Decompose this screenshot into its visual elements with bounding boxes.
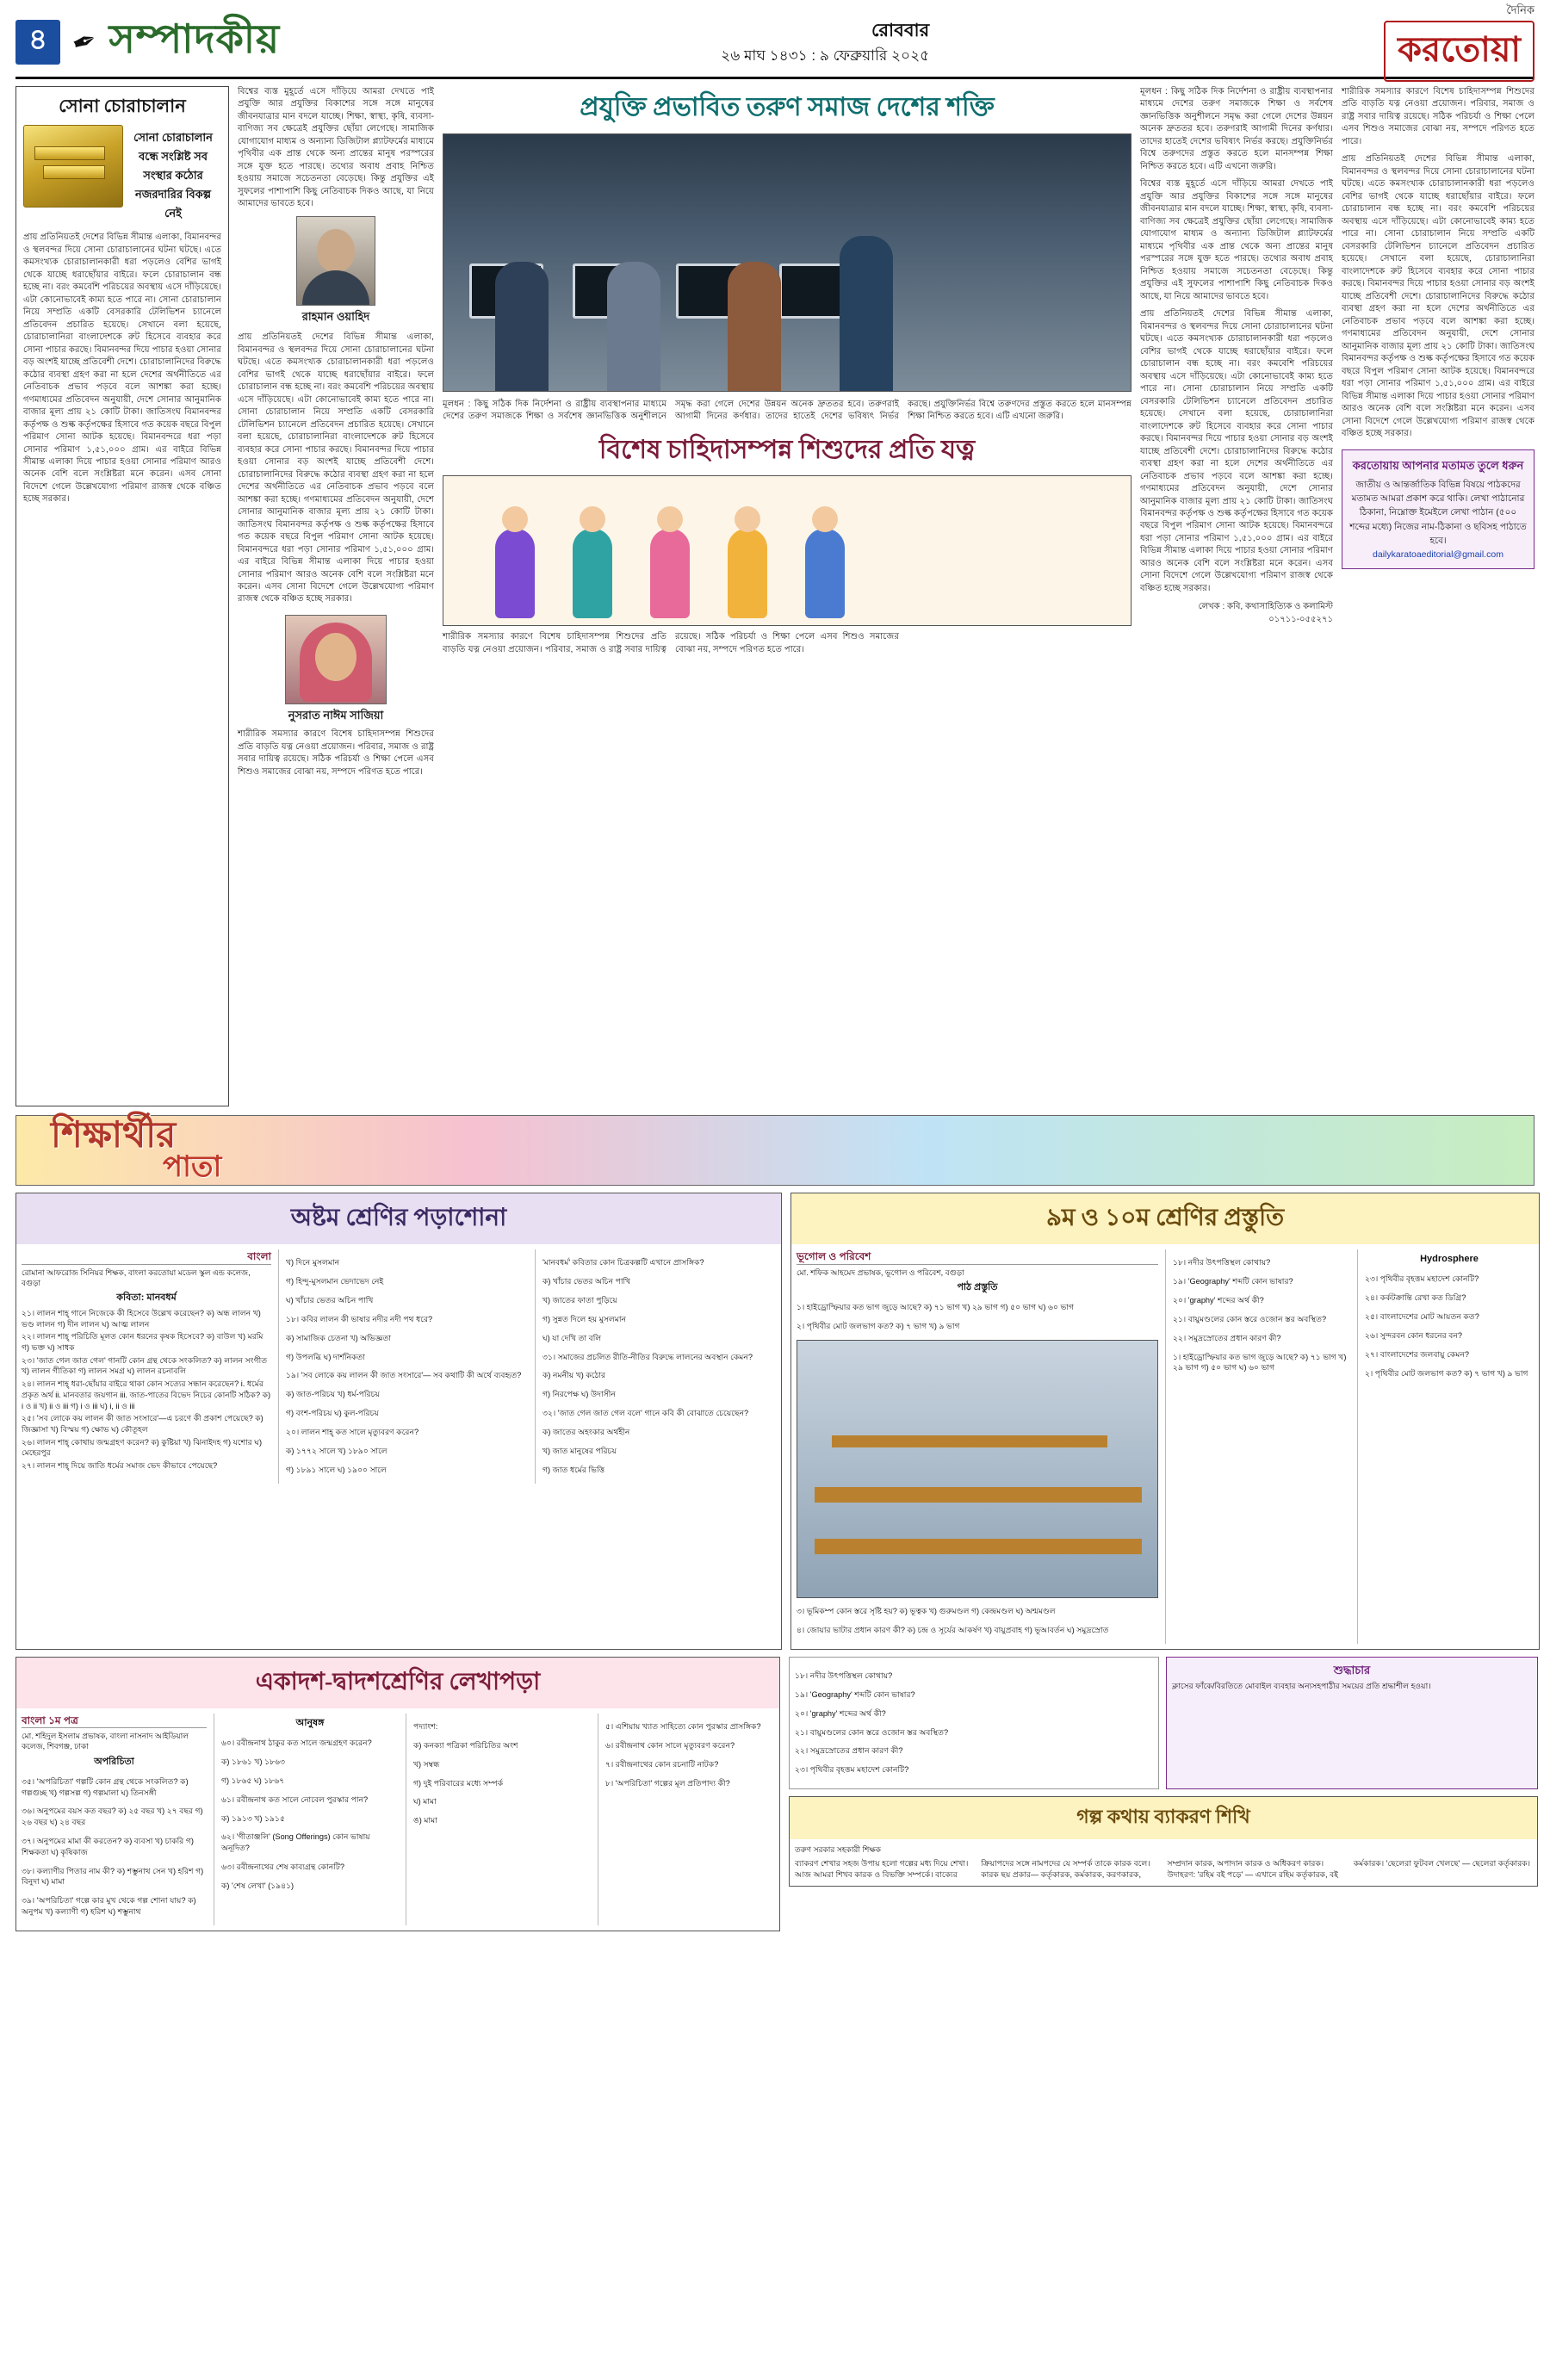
list-item: খ) দিনে মুসলমান	[286, 1258, 340, 1267]
list-item: ১৮। কবির লালন কী ভাষার নদীর নদী পথ ধরে?	[286, 1314, 433, 1323]
list-item: ২৭। বাংলাদেশের জলবায়ু কেমন?	[1365, 1349, 1469, 1359]
list-item: ৭। রবীন্দ্রনাথের কোন রচনাটি নাটক?	[605, 1759, 719, 1769]
notice-box	[1166, 1657, 1538, 1789]
list-item: ৫। এশিয়ায় খ্যাত সাহিত্যে কোন পুরস্কার প্রাসঙ্গিক?	[605, 1721, 761, 1731]
class1112-col-1	[22, 1714, 207, 1925]
continuation-text-4: শারীরিক সমস্যার কারণে বিশেষ চাহিদাসম্পন্ন শিশুদের প্রতি বাড়তি যত্ন নেওয়া প্রয়োজন। পরিবার, সমাজ ও রাষ্ট্র সবার দায়িত্ব রয়েছে। সঠিক পরিচর্যা ও শিক্ষা পেলে এসব শিশুও সমাজের বোঝা নয়, সম্পদে পরিণত হতে পারে।	[1342, 87, 1534, 146]
female-columnist-portrait	[285, 615, 387, 704]
grammar-body: ব্যাকরণ শেখার সহজ উপায় হলো গল্পের মধ্য দিয়ে শেখা। আজ আমরা শিখব কারক ও বিভক্তি সম্পর্কে। বাক্যের ক্রিয়াপদের সঙ্গে নামপদের যে সম্পর্ক তাকে কারক বলে। কারক ছয় প্রকার— কর্তৃকারক, কর্মকারক, করণকারক, সম্প্রদান কারক, অপাদান কারক ও অধিকরণ কারক। উদাহরণ: 'রহিম বই পড়ে' — এখানে রহিম কর্তৃকারক, বই কর্মকারক। 'ছেলেরা ফুটবল খেলছে' — ছেলেরা কর্তৃকারক।	[795, 1859, 1530, 1879]
class910-section	[790, 1193, 1540, 1650]
section-title: সম্পাদকীয়	[108, 16, 281, 61]
class910-extra-questions	[789, 1657, 1159, 1789]
continuation-text-3: প্রায় প্রতিনিয়তই দেশের বিভিন্ন সীমান্ত এলাকা, বিমানবন্দর ও স্থলবন্দর দিয়ে সোনা চোরাচালানের ঘটনা ঘটছে। এতে কমসংখ্যক চোরাচালানকারী ধরা পড়লেও বেশির ভাগই থেকে যাচ্ছে ধরাছোঁয়ার বাইরে। ফলে চোরাচালান বন্ধ হচ্ছে না। বরং কমবেশি পরিচয়ের অবস্থায় এসে দাঁড়িয়েছে। এটা কোনোভাবেই কাম্য হতে পারে না। সোনা চোরাচালান নিয়ে সম্প্রতি একটি বেসরকারি টেলিভিশন চ্যানেলে প্রতিবেদন প্রচারিত হয়েছে। সেখানে বলা হয়েছে, চোরাচালানিরা বাংলাদেশকে রুট হিসেবে ব্যবহার করে সোনা পাচার করছে। বিমানবন্দর দিয়ে পাচার হওয়া সোনার বড় অংশই যাচ্ছে প্রতিবেশী দেশে। চোরাচালানিদের বিরুদ্ধে কঠোর ব্যবস্থা গ্রহণ করা না হলে দেশের অর্থনীতিতে এর নেতিবাচক প্রভাব পড়বে বলে আশঙ্কা করা হচ্ছে। গণমাধ্যমের প্রতিবেদন অনুযায়ী, দেশে সোনার আনুমানিক বাজার মূল্য প্রায় ২১ কোটি টাকা। জাতিসংঘ বিমানবন্দর কর্তৃপক্ষ ও শুল্ক কর্তৃপক্ষের হিসাবে গত কয়েক বছরে বিপুল পরিমাণ সোনা আটক হয়েছে। বিমানবন্দরে ধরা পড়া সোনার পরিমাণ ১,৫১,০০০ গ্রাম। এর বাইরে বিভিন্ন সীমান্ত এলাকা দিয়ে পাচার হওয়া সোনার পরিমাণ আরও অনেক বেশি বলে সংশ্লিষ্টরা মনে করেন। এসব সোনা বিদেশে গেলে উল্লেখযোগ্য পরিমাণ রাজস্ব থেকে বঞ্চিত হচ্ছে সরকার।	[1140, 309, 1333, 593]
class8-body	[16, 1244, 781, 1489]
list-item: ১। হাইড্রোস্ফিয়ার কত ভাগ জুড়ে আছে? ক) ৭১ ভাগ খ) ২৯ ভাগ গ) ৫০ ভাগ ঘ) ৬০ ভাগ	[1173, 1352, 1347, 1373]
list-item: ২৫। 'সব লোকে কয় লালন কী জাত সংসারে'—এ চরণে কী প্রকাশ পেয়েছে? ক) জিজ্ঞাসা খ) বিস্ময় গ) ক্ষোভ ঘ) কৌতূহল	[22, 1414, 264, 1434]
weekday-label: রোববার	[871, 21, 930, 40]
class1112-header: একাদশ-দ্বাদশশ্রেণির লেখাপড়া	[16, 1658, 779, 1708]
students-at-computers-photo	[443, 133, 1132, 392]
special-article-title: বিশেষ চাহিদাসম্পন্ন শিশুদের প্রতি যত্ন	[598, 435, 976, 464]
notice-text: ক্লাসের ফাঁকে/বিরতিতে মোবাইল ব্যবহার অন্যসহপাঠীর সময়ের প্রতি শ্রদ্ধাশীল হওয়া।	[1172, 1681, 1431, 1690]
editorial-column	[16, 86, 229, 1106]
mailbox-title: করতোয়ায় আপনার মতামত তুলে ধরুন	[1352, 458, 1524, 472]
class8-col-2	[278, 1249, 528, 1484]
list-item: পদ্যাংশ:	[413, 1721, 438, 1731]
list-item: গ) নিরপেক্ষ ঘ) উদাসীন	[542, 1390, 616, 1399]
list-item: ঙ) মামা	[413, 1816, 437, 1825]
class1112-topic: অপরিচিতা	[94, 1756, 134, 1767]
class8-col-3	[535, 1249, 776, 1484]
list-item: ৩। ভূমিকম্প কোন স্তরে সৃষ্টি হয়? ক) ভূত্বক খ) গুরুমণ্ডল গ) কেন্দ্রমণ্ডল ঘ) অশ্মমণ্ডল	[797, 1606, 1056, 1615]
class8-col-1	[22, 1249, 271, 1484]
list-item: ৬২। 'গীতাঞ্জলি' (Song Offerings) কোন ভাষায় অনূদিত?	[221, 1832, 370, 1853]
list-item: ঘ) মামা	[413, 1797, 437, 1807]
masthead-logo	[1384, 3, 1534, 82]
list-item: খ) জাতের ফাতা পুড়িয়ে	[542, 1295, 617, 1305]
list-item: ক) 'শেষ লেখা' (১৯৪১)	[221, 1881, 294, 1890]
editorial-area	[16, 86, 1534, 1106]
list-item: গ) সুন্নত দিলে হয় মুসলমান	[542, 1314, 626, 1323]
student-page-banner	[16, 1115, 1534, 1186]
class8-topic: কবিতা: মানবধর্ম	[116, 1292, 177, 1303]
continuation-text-1: মূলধন : কিছু সঠিক দিক নির্দেশনা ও রাষ্ট্রীয় ব্যবস্থাপনার মাধ্যমে দেশের তরুণ সমাজকে শিক্ষা ও সর্বশেষ জ্ঞানভিত্তিক অনুশীলনে সমৃদ্ধ করা গেলে দেশের উন্নয়ন অনেক দ্রুততর হবে। তরুণরাই আগামী দিনের কর্ণধার। তাদের হাতেই দেশের ভবিষ্যৎ নির্ভর করছে। প্রযুক্তিনির্ভর বিশ্বে তরুণদের প্রস্তুত করতে হলে মানসম্পন্ন শিক্ষা নিশ্চিত করতে হবে। এটি এখনো জরুরি।	[1140, 87, 1333, 171]
list-item: ১৮। নদীর উৎপত্তিস্থল কোথায়?	[795, 1670, 893, 1680]
class1112-col-2	[214, 1714, 399, 1925]
list-item: 'মানবধর্ম' কবিতার কোন চিত্রকল্পটি এখানে প্রাসঙ্গিক?	[542, 1258, 704, 1267]
grammar-header: গল্প কথায় ব্যাকরণ শিখি	[790, 1797, 1537, 1839]
class1112-teacher: মো. শহিদুল ইসলাম প্রভাষক, বাংলা নাসনাদ আইডিয়াল কলেজ, শিবগঞ্জ, ঢাকা	[22, 1732, 189, 1751]
class910-header: ৯ম ও ১০ম শ্রেণির প্রস্তুতি	[791, 1193, 1539, 1244]
continuation-text-5: প্রায় প্রতিনিয়তই দেশের বিভিন্ন সীমান্ত এলাকা, বিমানবন্দর ও স্থলবন্দর দিয়ে সোনা চোরাচালানের ঘটনা ঘটছে। এতে কমসংখ্যক চোরাচালানকারী ধরা পড়লেও বেশির ভাগই থেকে যাচ্ছে ধরাছোঁয়ার বাইরে। ফলে চোরাচালান বন্ধ হচ্ছে না। বরং কমবেশি পরিচয়ের অবস্থায় এসে দাঁড়িয়েছে। এটা কোনোভাবেই কাম্য হতে পারে না। সোনা চোরাচালান নিয়ে সম্প্রতি একটি বেসরকারি টেলিভিশন চ্যানেলে প্রতিবেদন প্রচারিত হয়েছে। সেখানে বলা হয়েছে, চোরাচালানিরা বাংলাদেশকে রুট হিসেবে ব্যবহার করে সোনা পাচার করছে। বিমানবন্দর দিয়ে পাচার হওয়া সোনার বড় অংশই যাচ্ছে প্রতিবেশী দেশে। চোরাচালানিদের বিরুদ্ধে কঠোর ব্যবস্থা গ্রহণ করা না হলে দেশের অর্থনীতিতে এর নেতিবাচক প্রভাব পড়বে বলে আশঙ্কা করা হচ্ছে। গণমাধ্যমের প্রতিবেদন অনুযায়ী, দেশে সোনার আনুমানিক বাজার মূল্য প্রায় ২১ কোটি টাকা। জাতিসংঘ বিমানবন্দর কর্তৃপক্ষ ও শুল্ক কর্তৃপক্ষের হিসাবে গত কয়েক বছরে বিপুল পরিমাণ সোনা আটক হয়েছে। বিমানবন্দরে ধরা পড়া সোনার পরিমাণ ১,৫১,০০০ গ্রাম। এর বাইরে বিভিন্ন সীমান্ত এলাকা দিয়ে পাচার হওয়া সোনার পরিমাণ আরও অনেক বেশি বলে সংশ্লিষ্টরা মনে করেন। এসব সোনা বিদেশে গেলে উল্লেখযোগ্য পরিমাণ রাজস্ব থেকে বঞ্চিত হচ্ছে সরকার।	[1342, 154, 1534, 439]
class910-col-2	[1165, 1249, 1350, 1644]
list-item: ৩৫। 'অপরিচিতা' গল্পটি কোন গ্রন্থ থেকে সংকলিত? ক) গল্পগুচ্ছ খ) গল্পসল্প গ) গল্পমালা ঘ) তিনসঙ্গী	[22, 1776, 189, 1797]
opinion-intro: বিশ্বের ব্যস্ত মুহূর্তে এসে দাঁড়িয়ে আমরা দেখতে পাই প্রযুক্তি আর প্রযুক্তির বিকাশের সঙ্গে সঙ্গে মানুষের জীবনযাত্রার মান বদলে যাচ্ছে। শিক্ষা, স্বাস্থ্য, কৃষি, ব্যবসা-বাণিজ্য সব ক্ষেত্রেই প্রযুক্তির ছোঁয়া লেগেছে। সামাজিক যোগাযোগ মাধ্যম ও অন্যান্য ডিজিটাল প্ল্যাটফর্মের মাধ্যমে পৃথিবীর এক প্রান্ত থেকে অন্য প্রান্তের মানুষ পরস্পরের সঙ্গে যুক্ত হতে পারছে। তথ্যের অবাধ প্রবাহ নিশ্চিত হওয়ায় সমাজে সচেতনতা বেড়েছে। কিন্তু প্রযুক্তির এই সুফলের পাশাপাশি কিছু নেতিবাচক দিকও আছে, যা নিয়ে আমাদের ভাবতে হবে।	[238, 87, 434, 209]
list-item: ২৪। লালন শাহ্ ধরা-ছোঁয়ার বাইরে থাকা কোন সত্যের সন্ধান করেছেন? i. ধর্মের প্রকৃত অর্থ ii. মানবতার জয়গান iii. জাত-পাতের বিভেদ নিচের কোনটি সঠিক? ক) i ও ii খ) ii ও iii গ) i ও iii ঘ) i, ii ও iii	[22, 1379, 271, 1410]
list-item: ৩৬। অনুপমের বয়স কত বছর? ক) ২৫ বছর খ) ২৭ বছর গ) ২৬ বছর ঘ) ২৪ বছর	[22, 1807, 203, 1827]
class8-teacher: রোমানা আফরোজ সিনিয়র শিক্ষক, বাংলা করতোয়া মডেল স্কুল এন্ড কলেজ, বগুড়া	[22, 1267, 251, 1287]
list-item: ঘ) যা দেখি তা বলি	[542, 1333, 602, 1342]
list-item: খ) সম্বন্ধ	[413, 1759, 440, 1769]
list-item: ৩৭। অনুপমের মামা কী করতেন? ক) ব্যবসা খ) চাকরি গ) শিক্ষকতা ঘ) কৃষিকাজ	[22, 1837, 194, 1856]
student-banner-line2: পাতা	[163, 1150, 222, 1183]
class8-questions	[22, 1308, 271, 1472]
bottom-right-column	[789, 1657, 1538, 1931]
list-item: ঘ) খাঁচার ভেতর অচিন পাখি	[286, 1295, 374, 1305]
columnist-portrait	[296, 216, 375, 306]
grammar-section	[789, 1796, 1538, 1887]
opinion-column	[238, 86, 434, 1106]
list-item: ২৫। বাংলাদেশের মোট আয়তন কত?	[1365, 1312, 1479, 1322]
list-item: ২০। লালন শাহ্ কত সালে মৃত্যুবরণ করেন?	[286, 1428, 419, 1437]
list-item: ২০। 'graphy' শব্দের অর্থ কী?	[795, 1708, 886, 1718]
continuation-column-2	[1342, 86, 1534, 1106]
list-item: ২১। লালন শাহ্ গানে নিজেকে কী হিসেবে উল্লেখ করেছেন? ক) অন্ধ লালন খ) ভণ্ড লালন গ) দীন লালন ঘ) আত্ম লালন	[22, 1309, 261, 1329]
class1112-col-3	[406, 1714, 591, 1925]
grammar-teacher: তরুণ সরকার সহকারী শিক্ষক	[795, 1845, 881, 1855]
class1112-subject: বাংলা ১ম পত্র	[22, 1714, 207, 1729]
lead-article-body: মূলধন : কিছু সঠিক দিক নির্দেশনা ও রাষ্ট্রীয় ব্যবস্থাপনার মাধ্যমে দেশের তরুণ সমাজকে শিক্ষা ও সর্বশেষ জ্ঞানভিত্তিক অনুশীলনে সমৃদ্ধ করা গেলে দেশের উন্নয়ন অনেক দ্রুততর হবে। তরুণরাই আগামী দিনের কর্ণধার। তাদের হাতেই দেশের ভবিষ্যৎ নির্ভর করছে। প্রযুক্তিনির্ভর বিশ্বে তরুণদের প্রস্তুত করতে হলে মানসম্পন্ন শিক্ষা নিশ্চিত করতে হবে। এটি এখনো জরুরি।	[443, 399, 1132, 422]
list-item: ক) সামাজিক চেতনা খ) অভিজ্ঞতা	[286, 1333, 392, 1342]
class8-section	[16, 1193, 782, 1650]
list-item: ১৯। 'Geography' শব্দটি কোন ভাষার?	[1173, 1277, 1293, 1286]
list-item: ৩৮। কল্যাণীর পিতার নাম কী? ক) শম্ভুনাথ সেন খ) হরিশ গ) বিনুদা ঘ) মামা	[22, 1866, 204, 1887]
editorial-box	[16, 86, 229, 1106]
class910-subject: ভূগোল ও পরিবেশ	[797, 1249, 1158, 1265]
notice-title: শুদ্ধাচার	[1333, 1663, 1371, 1677]
columnist2-name: নুসরাত নাঈম সাজিয়া	[288, 708, 384, 722]
list-item: ২১। বায়ুমণ্ডলের কোন স্তরে ওজোন স্তর অবস্থিত?	[795, 1727, 949, 1737]
list-item: ২৪। কর্কটক্রান্তি রেখা কত ডিগ্রি?	[1365, 1293, 1466, 1303]
class1112-col2-title: আনুষঙ্গ	[295, 1717, 325, 1728]
page-number: ৪	[16, 20, 60, 65]
lead-article-byline: লেখক : কবি, কথাসাহিত্যিক ও কলামিস্ট ০১৭১১-০৫৫২৭১	[1198, 602, 1333, 625]
mailbox-box	[1342, 449, 1534, 570]
gold-bars-photo	[23, 125, 123, 208]
list-item: ২৩। পৃথিবীর বৃহত্তম মহাদেশ কোনটি?	[1365, 1274, 1479, 1284]
class1112-col-4	[598, 1714, 774, 1925]
masthead-left	[16, 9, 280, 75]
list-item: ক) খাঁচার ভেতর অচিন পাখি	[542, 1277, 631, 1286]
class910-body	[791, 1244, 1539, 1649]
opinion-body-2: প্রায় প্রতিনিয়তই দেশের বিভিন্ন সীমান্ত এলাকা, বিমানবন্দর ও স্থলবন্দর দিয়ে সোনা চোরাচালানের ঘটনা ঘটছে। এতে কমসংখ্যক চোরাচালানকারী ধরা পড়লেও বেশির ভাগই থেকে যাচ্ছে ধরাছোঁয়ার বাইরে। ফলে চোরাচালান বন্ধ হচ্ছে না। বরং কমবেশি পরিচয়ের অবস্থায় এসে দাঁড়িয়েছে। এটা কোনোভাবেই কাম্য হতে পারে না। সোনা চোরাচালান নিয়ে সম্প্রতি একটি বেসরকারি টেলিভিশন চ্যানেলে প্রতিবেদন প্রচারিত হয়েছে। সেখানে বলা হয়েছে, চোরাচালানিরা বাংলাদেশকে রুট হিসেবে ব্যবহার করে সোনা পাচার করছে। বিমানবন্দর দিয়ে পাচার হওয়া সোনার বড় অংশই যাচ্ছে প্রতিবেশী দেশে। চোরাচালানিদের বিরুদ্ধে কঠোর ব্যবস্থা গ্রহণ করা না হলে দেশের অর্থনীতিতে এর নেতিবাচক প্রভাব পড়বে বলে আশঙ্কা করা হচ্ছে। গণমাধ্যমের প্রতিবেদন অনুযায়ী, দেশে সোনার আনুমানিক বাজার মূল্য প্রায় ২১ কোটি টাকা। জাতিসংঘ বিমানবন্দর কর্তৃপক্ষ ও শুল্ক কর্তৃপক্ষের হিসাবে গত কয়েক বছরে বিপুল পরিমাণ সোনা আটক হয়েছে। বিমানবন্দরে ধরা পড়া সোনার পরিমাণ ১,৫১,০০০ গ্রাম। এর বাইরে বিভিন্ন সীমান্ত এলাকা দিয়ে পাচার হওয়া সোনার পরিমাণ আরও অনেক বেশি বলে সংশ্লিষ্টরা মনে করেন। এসব সোনা বিদেশে গেলে উল্লেখযোগ্য পরিমাণ রাজস্ব থেকে বঞ্চিত হচ্ছে সরকার।	[238, 332, 434, 604]
class910-col-3	[1357, 1249, 1534, 1644]
lead-article-title: প্রযুক্তি প্রভাবিত তরুণ সমাজ দেশের শক্তি	[580, 93, 995, 121]
masthead-date	[721, 17, 943, 66]
list-item: ৬। রবীন্দ্রনাথ কোন সালে মৃত্যুবরণ করেন?	[605, 1740, 735, 1750]
list-item: ৩২। 'জাত গেল জাত গেল বলে' গানে কবি কী বোঝাতে চেয়েছেন?	[542, 1409, 749, 1418]
columnist2-block	[238, 615, 434, 723]
class-sections-row	[16, 1193, 1534, 1650]
list-item: ১। হাইড্রোস্ফিয়ার কত ভাগ জুড়ে আছে? ক) ৭১ ভাগ খ) ২৯ ভাগ গ) ৫০ ভাগ ঘ) ৬০ ভাগ	[797, 1303, 1075, 1312]
list-item: ২২। লালন শাহ্ পরিচিতি মূলত কোন ধরনের কৃষক হিসেবে? ক) বাউল খ) মরমি গ) ভক্ত ঘ) সাধক	[22, 1332, 264, 1353]
list-item: গ) জাত ধর্মের ভিত্তি	[542, 1465, 605, 1474]
list-item: ২১। বায়ুমণ্ডলের কোন স্তরে ওজোন স্তর অবস্থিত?	[1173, 1314, 1327, 1323]
list-item: ক) জাত-পরিচয় খ) ধর্ম-পরিচয়	[286, 1390, 380, 1399]
editorial-title: সোনা চোরাচালান	[59, 96, 186, 116]
paper-name: করতোয়া	[1384, 21, 1534, 82]
quill-pen-icon: ✒	[67, 22, 102, 62]
class910-prep-title: পাঠ প্রস্তুতি	[957, 1281, 998, 1292]
class1112-section	[16, 1657, 780, 1931]
paper-kicker: দৈনিক	[1506, 3, 1534, 16]
class910-col-1	[797, 1249, 1158, 1644]
lead-article-column	[443, 86, 1132, 1106]
mailbox-email-link[interactable]: dailykaratoaeditorial@gmail.com	[1373, 549, 1504, 561]
mailbox-text: জাতীয় ও আন্তর্জাতিক বিভিন্ন বিষয়ে পাঠকদের মতামত আমরা প্রকাশ করে থাকি। লেখা পাঠানোর ঠিকানা, নিম্নোক্ত ইমেইলে লেখা পাঠান (৫০০ শব্দের মধ্যে) নিজের নাম-ঠিকানা ও ছবিসহ পাঠাতে হবে।	[1349, 479, 1527, 546]
list-item: ২। পৃথিবীর মোট জলভাগ কত? ক) ৭ ভাগ খ) ৯ ভাগ	[1365, 1368, 1528, 1378]
list-item: ২০। 'graphy' শব্দের অর্থ কী?	[1173, 1295, 1264, 1305]
class910-teacher: মো. শফিক আহমেদ প্রভাষক, ভূগোল ও পরিবেশ, বগুড়া	[797, 1267, 964, 1277]
list-item: খ) জাত মানুষের পরিচয়	[542, 1446, 617, 1455]
date-line: ২৬ মাঘ ১৪৩১ : ৯ ফেব্রুয়ারি ২০২৫	[721, 46, 930, 64]
list-item: গ) ১৮৬৫ ঘ) ১৮৬৭	[221, 1776, 285, 1785]
list-item: ১৯। 'সব লোকে কয় লালন কী জাত সংসারে'— সব কথাটি কী অর্থে ব্যবহৃত?	[286, 1371, 522, 1380]
student-banner-title	[16, 1115, 222, 1183]
continuation-text-2: বিশ্বের ব্যস্ত মুহূর্তে এসে দাঁড়িয়ে আমরা দেখতে পাই প্রযুক্তি আর প্রযুক্তির বিকাশের সঙ্গে সঙ্গে মানুষের জীবনযাত্রার মান বদলে যাচ্ছে। শিক্ষা, স্বাস্থ্য, কৃষি, ব্যবসা-বাণিজ্য সব ক্ষেত্রেই প্রযুক্তির ছোঁয়া লেগেছে। সামাজিক যোগাযোগ মাধ্যম ও অন্যান্য ডিজিটাল প্ল্যাটফর্মের মাধ্যমে পৃথিবীর এক প্রান্ত থেকে অন্য প্রান্তের মানুষ পরস্পরের সঙ্গে যুক্ত হতে পারছে। তথ্যের অবাধ প্রবাহ নিশ্চিত হওয়ায় সমাজে সচেতনতা বেড়েছে। কিন্তু প্রযুক্তির এই সুফলের পাশাপাশি কিছু নেতিবাচক দিকও আছে, যা নিয়ে আমাদের ভাবতে হবে।	[1140, 179, 1333, 301]
list-item: ২৬। সুন্দরবন কোন ধরনের বন?	[1365, 1330, 1462, 1340]
list-item: ক) ১৮৬১ খ) ১৮৬৩	[221, 1757, 285, 1766]
list-item: ক) ১৭৭২ সালে খ) ১৮৯০ সালে	[286, 1446, 388, 1455]
list-item: ৬৩। রবীন্দ্রনাথের শেষ কাব্যগ্রন্থ কোনটি?	[221, 1862, 344, 1872]
class1112-body	[16, 1708, 779, 1931]
list-item: ক) কনক্যা পত্রিকা পরিচিতির অংশ	[413, 1740, 518, 1750]
list-item: ১৮। নদীর উৎপত্তিস্থল কোথায়?	[1173, 1258, 1271, 1267]
list-item: ৩১। সমাজের প্রচলিত রীতি-নীতির বিরুদ্ধে লালনের অবস্থান কেমন?	[542, 1352, 753, 1361]
list-item: গ) ১৮৯১ সালে ঘ) ১৯০০ সালে	[286, 1465, 387, 1474]
list-item: ৮। 'অপরিচিতা' গল্পের মূল প্রতিপাদ্য কী?	[605, 1778, 730, 1788]
opinion-body-3: শারীরিক সমস্যার কারণে বিশেষ চাহিদাসম্পন্ন শিশুদের প্রতি বাড়তি যত্ন নেওয়া প্রয়োজন। পরিবার, সমাজ ও রাষ্ট্র সবার দায়িত্ব রয়েছে। সঠিক পরিচর্যা ও শিক্ষা পেলে এসব শিশুও সমাজের বোঝা নয়, সম্পদে পরিণত হতে পারে।	[238, 729, 434, 777]
class8-subject: বাংলা	[22, 1249, 271, 1265]
columnist-name: রাহমান ওয়াহিদ	[301, 309, 370, 323]
list-item: ক) নমনীয় খ) কঠোর	[542, 1371, 606, 1380]
list-item: ১৯। 'Geography' শব্দটি কোন ভাষার?	[795, 1689, 915, 1699]
list-item: গ) বংশ-পরিচয় ঘ) কুল-পরিচয়	[286, 1409, 379, 1418]
list-item: ২৬। লালন শাহ্ কোথায় জন্মগ্রহণ করেন? ক) কুষ্টিয়া খ) ঝিনাইদহ গ) যশোর ঘ) মেহেরপুর	[22, 1437, 263, 1458]
editorial-pullquote: সোনা চোরাচালান বন্ধে সংশ্লিষ্ট সব সংস্থার কঠোর নজরদারির বিকল্প নেই	[133, 130, 213, 220]
list-item: গ) দুই পরিবারের মধ্যে সম্পর্ক	[413, 1778, 504, 1788]
list-item: ২২। সমুদ্রস্রোতের প্রধান কারণ কী?	[795, 1746, 903, 1756]
list-item: ক) জাতের অহংকার অর্থহীন	[542, 1428, 630, 1437]
list-item: ২৩। পৃথিবীর বৃহত্তম মহাদেশ কোনটি?	[795, 1765, 909, 1775]
masthead	[16, 3, 1534, 79]
class910-right-label: Hydrosphere	[1420, 1254, 1479, 1264]
list-item: ৪। জোয়ার ভাটার প্রধান কারণ কী? ক) চন্দ্র ও সূর্যের আকর্ষণ খ) বায়ুপ্রবাহ গ) ভূআবর্তন ঘ) সমুদ্রস্রোত	[797, 1625, 1109, 1634]
list-item: ৬০। রবীন্দ্রনাথ ঠাকুর কত সালে জন্মগ্রহণ করেন?	[221, 1739, 372, 1748]
student-banner-line1: শিক্ষার্থীর	[51, 1115, 177, 1156]
list-item: ৩৯। 'অপরিচিতা' গল্পে কার মুখ থেকে গল্প শোনা যায়? ক) অনুপম খ) কল্যাণী গ) হরিশ ঘ) শম্ভুনাথ	[22, 1896, 196, 1916]
children-illustration	[443, 475, 1132, 626]
list-item: গ) উপলব্ধি ঘ) দার্শনিকতা	[286, 1352, 365, 1361]
list-item: ২২। সমুদ্রস্রোতের প্রধান কারণ কী?	[1173, 1333, 1281, 1342]
list-item: ক) ১৯১৩ খ) ১৯১৫	[221, 1813, 285, 1823]
bottom-row	[16, 1657, 1534, 1931]
list-item: ২। পৃথিবীর মোট জলভাগ কত? ক) ৭ ভাগ খ) ৯ ভাগ	[797, 1321, 960, 1330]
list-item: গ) হিন্দু-মুসলমান ভেদাভেদ নেই	[286, 1277, 384, 1286]
editorial-body: প্রায় প্রতিনিয়তই দেশের বিভিন্ন সীমান্ত এলাকা, বিমানবন্দর ও স্থলবন্দর দিয়ে সোনা চোরাচালানের ঘটনা ঘটছে। এতে কমসংখ্যক চোরাচালানকারী ধরা পড়লেও বেশির ভাগই থেকে যাচ্ছে ধরাছোঁয়ার বাইরে। ফলে চোরাচালান বন্ধ হচ্ছে না। বরং কমবেশি পরিচয়ের অবস্থায় এসে দাঁড়িয়েছে। এটা কোনোভাবেই কাম্য হতে পারে না। সোনা চোরাচালান নিয়ে সম্প্রতি একটি বেসরকারি টেলিভিশন চ্যানেলে প্রতিবেদন প্রচারিত হয়েছে। সেখানে বলা হয়েছে, চোরাচালানিরা বাংলাদেশকে রুট হিসেবে ব্যবহার করে সোনা পাচার করছে। বিমানবন্দর দিয়ে পাচার হওয়া সোনার বড় অংশই যাচ্ছে প্রতিবেশী দেশে। চোরাচালানিদের বিরুদ্ধে কঠোর ব্যবস্থা গ্রহণ করা না হলে দেশের অর্থনীতিতে এর নেতিবাচক প্রভাব পড়বে বলে আশঙ্কা করা হচ্ছে। গণমাধ্যমের প্রতিবেদন অনুযায়ী, দেশে সোনার আনুমানিক বাজার মূল্য প্রায় ২১ কোটি টাকা। জাতিসংঘ বিমানবন্দর কর্তৃপক্ষ ও শুল্ক কর্তৃপক্ষের হিসাবে গত কয়েক বছরে বিপুল পরিমাণ সোনা আটক হয়েছে। বিমানবন্দরে ধরা পড়া সোনার পরিমাণ ১,৫১,০০০ গ্রাম। এর বাইরে বিভিন্ন সীমান্ত এলাকা দিয়ে পাচার হওয়া সোনার পরিমাণ আরও অনেক বেশি বলে সংশ্লিষ্টরা মনে করেন। এসব সোনা বিদেশে গেলে উল্লেখযোগ্য পরিমাণ রাজস্ব থেকে বঞ্চিত হচ্ছে সরকার।	[23, 232, 221, 505]
class8-header: অষ্টম শ্রেণির পড়াশোনা	[16, 1193, 781, 1244]
columnist-block	[238, 216, 434, 325]
special-article-body: শারীরিক সমস্যার কারণে বিশেষ চাহিদাসম্পন্ন শিশুদের প্রতি বাড়তি যত্ন নেওয়া প্রয়োজন। পরিবার, সমাজ ও রাষ্ট্র সবার দায়িত্ব রয়েছে। সঠিক পরিচর্যা ও শিক্ষা পেলে এসব শিশুও সমাজের বোঝা নয়, সম্পদে পরিণত হতে পারে।	[443, 632, 899, 654]
students-in-classroom-photo	[797, 1340, 1158, 1598]
list-item: ২৭। লালন শাহ্ দিয়ে জাতি ধর্মের সমাজ ভেদ কীভাবে পেয়েছে?	[22, 1460, 218, 1470]
list-item: ২৩। 'জাত গেল জাত গেল' গানটি কোন গ্রন্থ থেকে সংকলিত? ক) লালন সংগীত খ) লালন গীতিকা গ) লালন সমগ্র ঘ) লালন রচনাবলি	[22, 1355, 268, 1376]
continuation-column-1	[1140, 86, 1333, 1106]
list-item: ৬১। রবীন্দ্রনাথ কত সালে নোবেল পুরস্কার পান?	[221, 1794, 369, 1804]
